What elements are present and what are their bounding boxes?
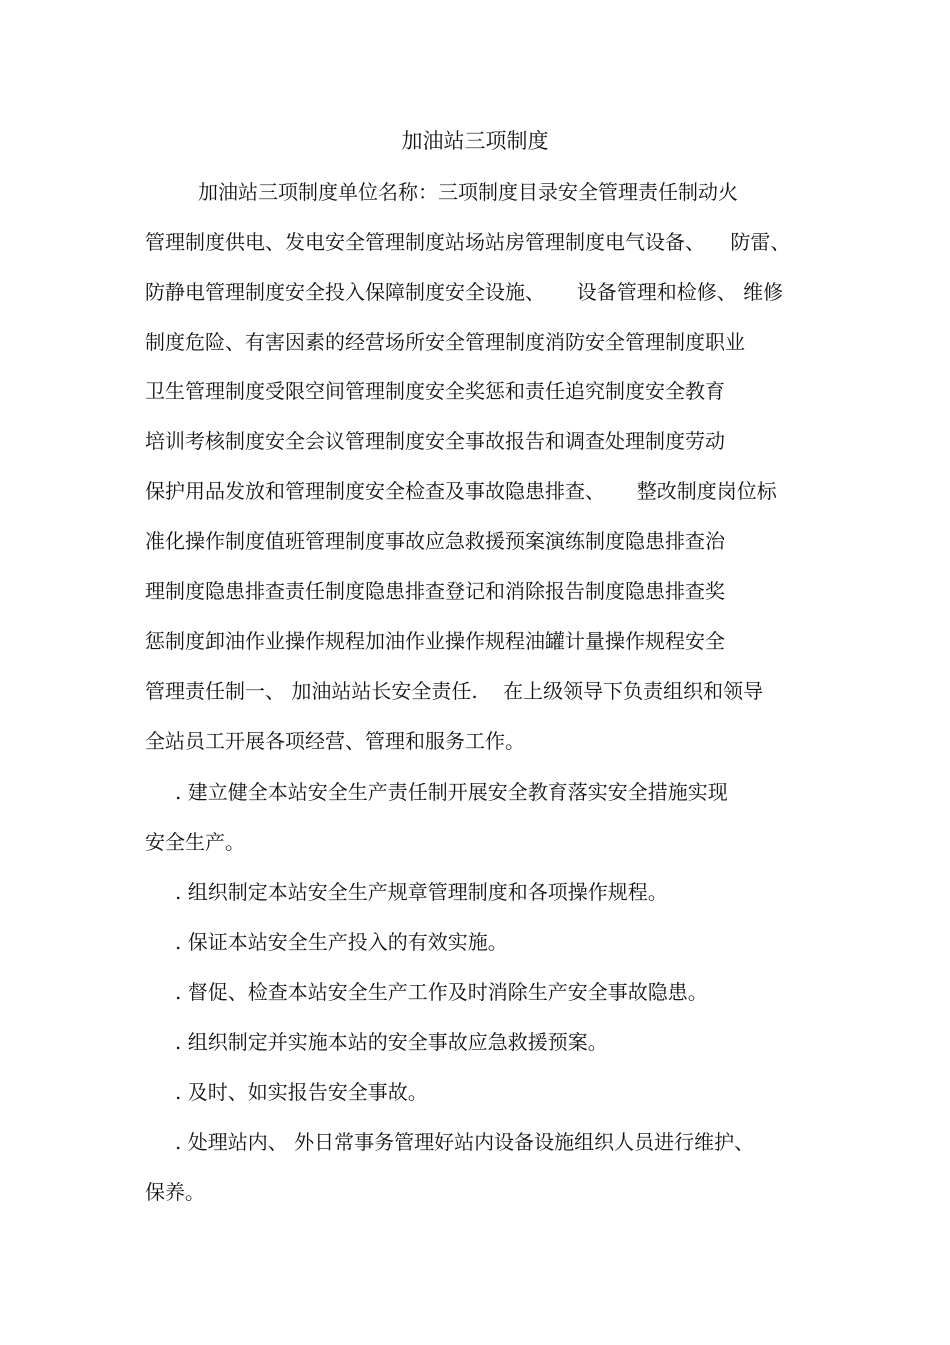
list-item: . 组织制定并实施本站的安全事故应急救援预案。: [175, 1030, 608, 1054]
paragraph-line: 保护用品发放和管理制度安全检查及事故隐患排查、 整改制度岗位标: [145, 479, 777, 503]
paragraph-line: 制度危险、有害因素的经营场所安全管理制度消防安全管理制度职业: [145, 330, 745, 354]
paragraph-line: 卫生管理制度受限空间管理制度安全奖惩和责任追究制度安全教育: [145, 379, 725, 403]
list-item: . 及时、如实报告安全事故。: [175, 1080, 428, 1104]
list-item: . 建立健全本站安全生产责任制开展安全教育落实安全措施实现: [175, 780, 728, 804]
paragraph-line: 培训考核制度安全会议管理制度安全事故报告和调查处理制度劳动: [145, 429, 725, 453]
paragraph-line: 保养。: [145, 1180, 205, 1204]
paragraph-line: 全站员工开展各项经营、管理和服务工作。: [145, 729, 525, 753]
paragraph-line: 理制度隐患排查责任制度隐患排查登记和消除报告制度隐患排查奖: [145, 579, 725, 603]
paragraph-line: 加油站三项制度单位名称：三项制度目录安全管理责任制动火: [198, 180, 738, 204]
paragraph-line: 安全生产。: [145, 830, 245, 854]
paragraph-line: 准化操作制度值班管理制度事故应急救援预案演练制度隐患排查治: [145, 529, 725, 553]
paragraph-line: 管理制度供电、发电安全管理制度站场站房管理制度电气设备、 防雷、: [145, 230, 791, 254]
list-item: . 督促、检查本站安全生产工作及时消除生产安全事故隐患。: [175, 980, 708, 1004]
list-item: . 组织制定本站安全生产规章管理制度和各项操作规程。: [175, 880, 668, 904]
document-title: 加油站三项制度: [401, 129, 549, 153]
list-item: . 保证本站安全生产投入的有效实施。: [175, 930, 508, 954]
paragraph-line: 管理责任制一、 加油站站长安全责任. 在上级领导下负责组织和领导: [145, 679, 764, 703]
paragraph-line: 惩制度卸油作业操作规程加油作业操作规程油罐计量操作规程安全: [145, 629, 725, 653]
list-item: . 处理站内、 外日常事务管理好站内设备设施组织人员进行维护、: [175, 1130, 755, 1154]
paragraph-line: 防静电管理制度安全投入保障制度安全设施、 设备管理和检修、 维修: [145, 280, 784, 304]
